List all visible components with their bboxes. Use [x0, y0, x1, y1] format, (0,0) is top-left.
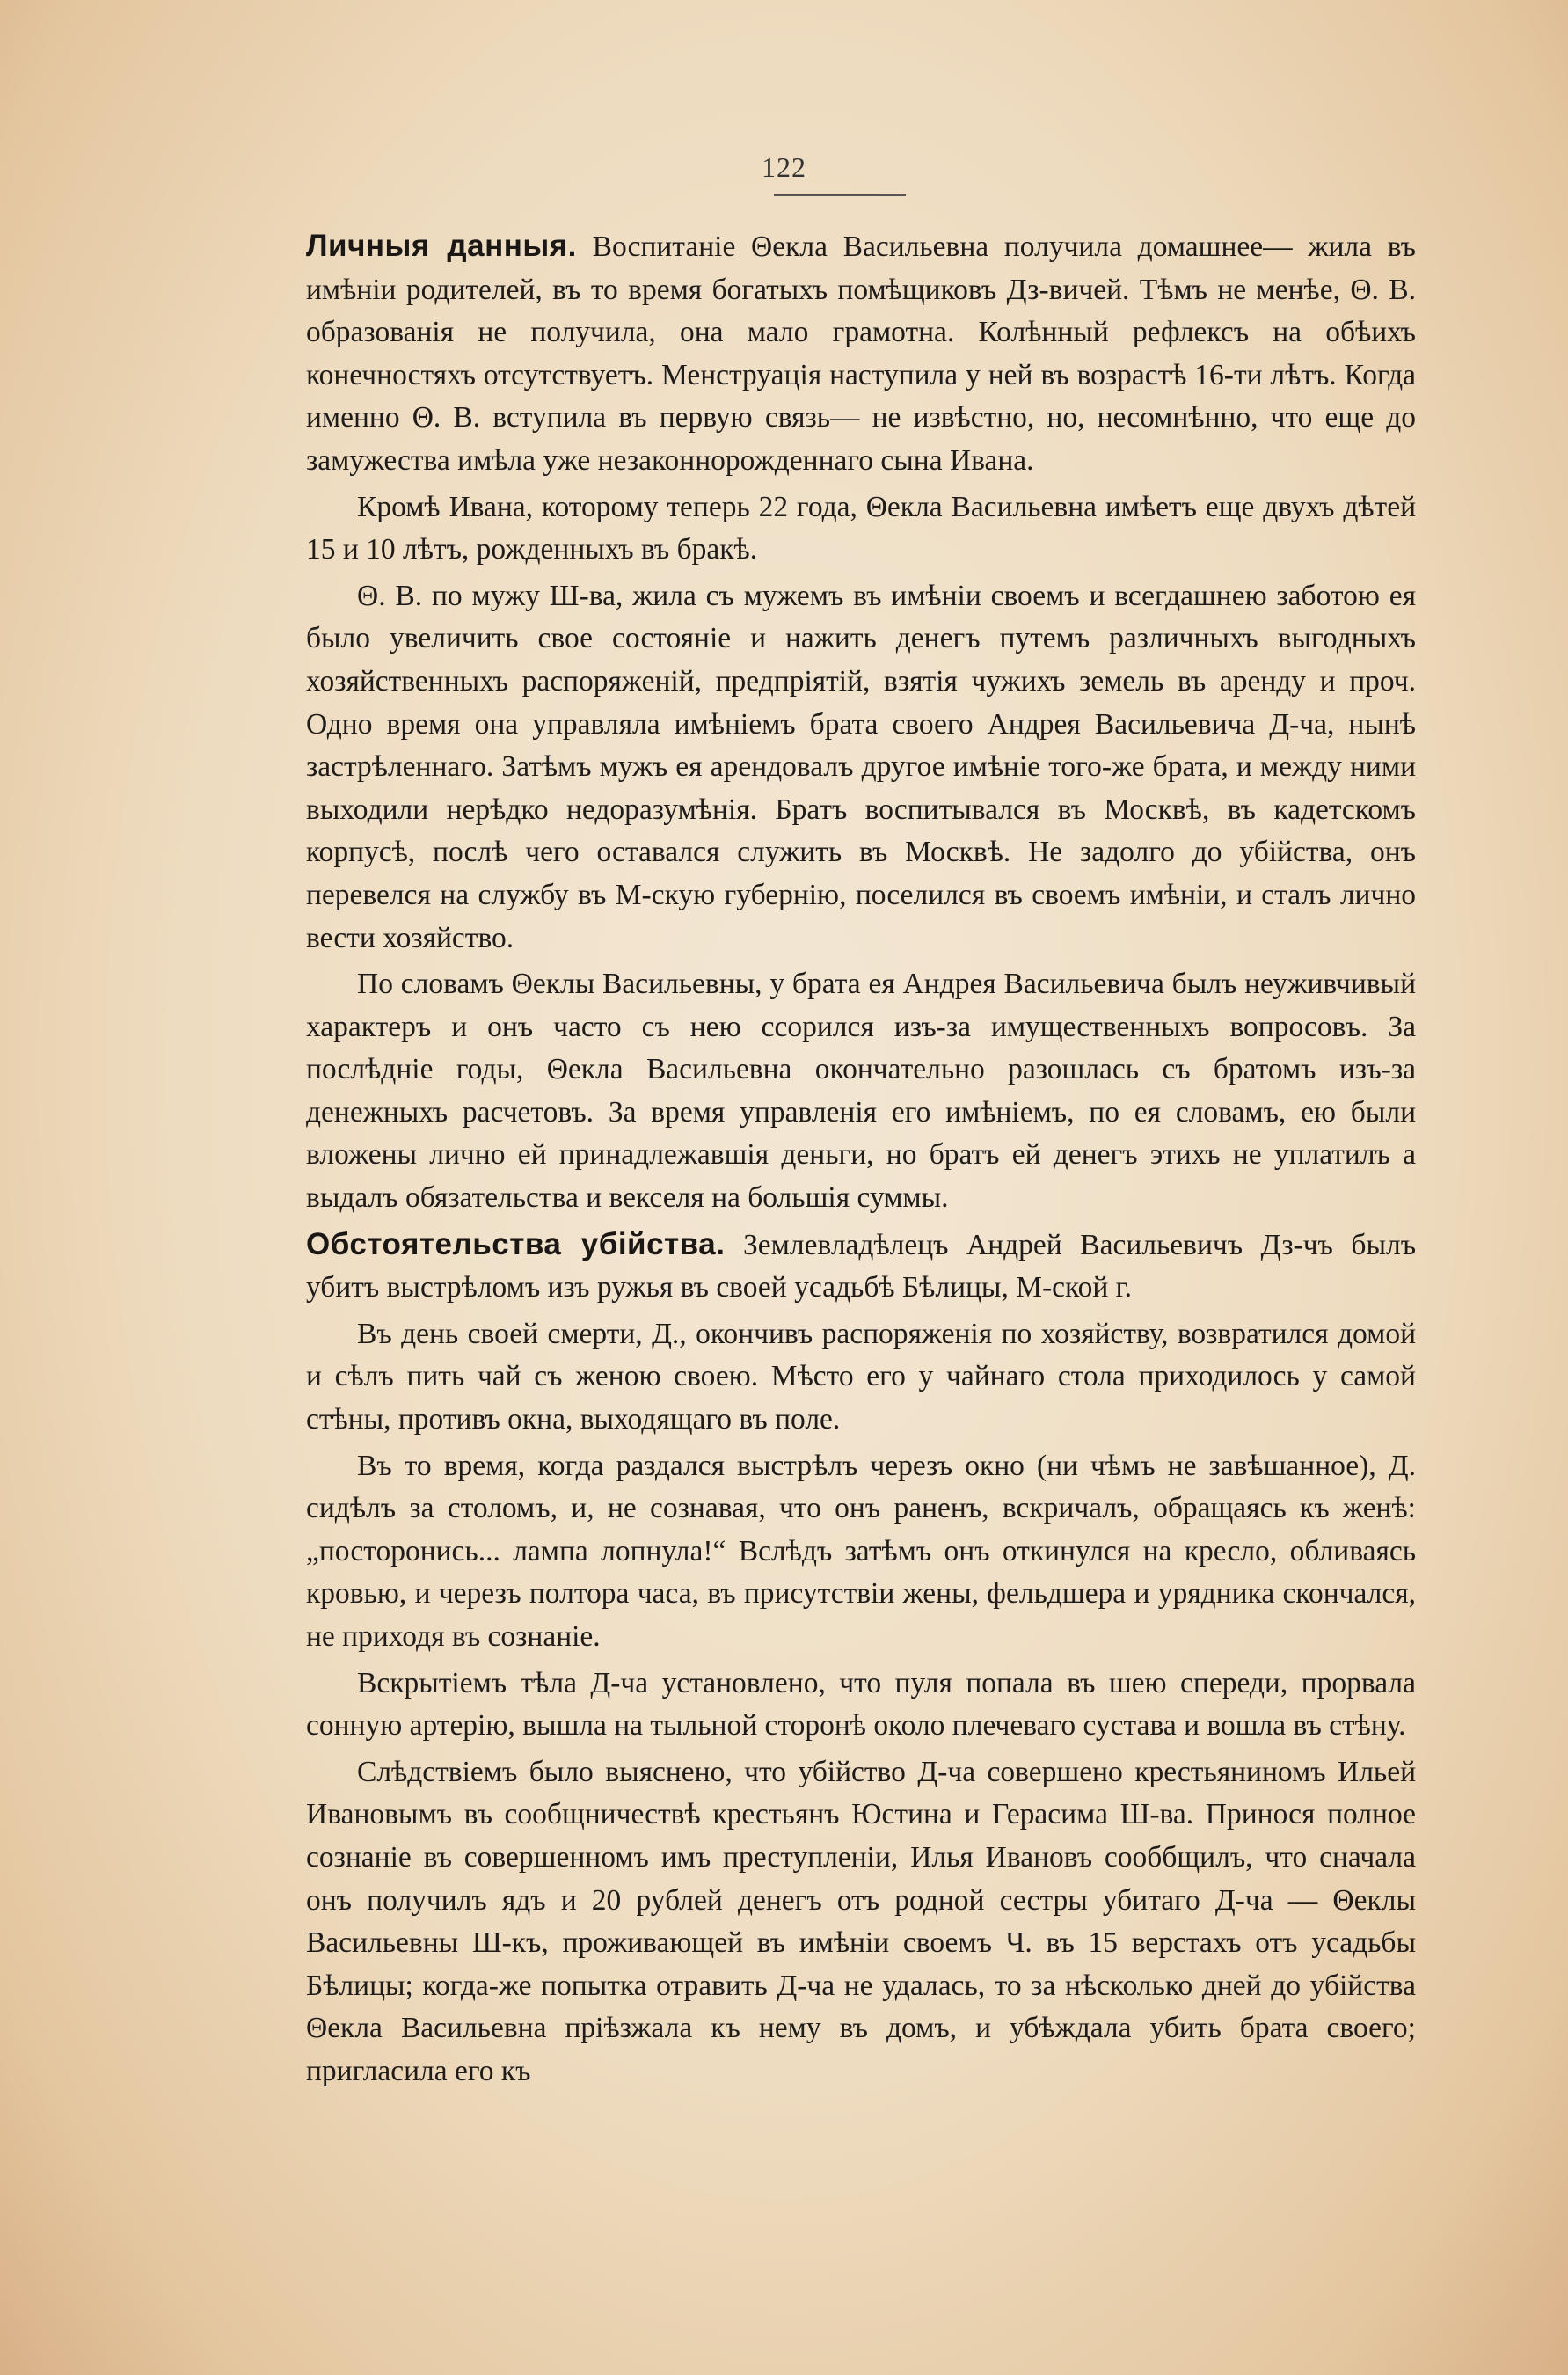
paragraph: Кромѣ Ивана, которому теперь 22 года, Θекла Васильевна имѣетъ еще двухъ дѣтей 15 и 10 лѣтъ, рожденныхъ въ бракѣ. — [306, 490, 1416, 566]
paragraph-text: Воспитаніе Θекла Васильевна получила домашнее— жила въ имѣніи родителей, въ то время богатыхъ помѣщиковъ Дз-вичей. Тѣмъ не менѣе, Θ. В. образованія не получила, она мало грамотна. Колѣнный рефлексъ на обѣихъ конечностяхъ отсутствуетъ. Менструація наступила у ней въ возрастѣ 16-ти лѣтъ. Когда именно Θ. В. вступила въ первую связь— не извѣстно, но, несомнѣнно, что еще до замужества имѣла уже незаконнорожденнаго сына Ивана. — [306, 230, 1417, 477]
paragraph: Въ день своей смерти, Д., окончивъ распоряженія по хозяйству, возвратился домой и сѣлъ пить чай съ женою своею. Мѣсто его у чайнаго стола приходилось у самой стѣны, противъ окна, выходящаго въ поле. — [306, 1317, 1416, 1436]
section-heading-personal-data: Личныя данныя. — [306, 229, 577, 263]
paragraph: Вскрытіемъ тѣла Д-ча установлено, что пуля попала въ шею спереди, прорвала сонную артерію, вышла на тыльной сторонѣ около плечеваго сустава и вошла въ стѣну. — [306, 1666, 1416, 1743]
paragraph-circumstances — [306, 1224, 1416, 1310]
paragraph: По словамъ Θеклы Васильевны, у брата ея Андрея Васильевича былъ неуживчивый характеръ и онъ часто съ нею ссорился изъ-за имущественныхъ вопросовъ. За послѣдніе годы, Θекла Васильевна окончательно разошлась съ братомъ изъ-за денежныхъ расчетовъ. За время управленія его имѣніемъ, по ея словамъ, ею были вложены лично ей принадлежавшія деньги, но братъ ей денегъ этихъ не уплатилъ а выдалъ обязательства и векселя на большія суммы. — [306, 968, 1416, 1215]
section-heading-circumstances: Обстоятельства убійства. — [306, 1226, 726, 1261]
paragraph: Слѣдствіемъ было выяснено, что убійство Д-ча совершено крестьяниномъ Ильей Ивановымъ въ сообщничествѣ крестьянъ Юстина и Герасима Ш-ва. Принося полное сознаніе въ совершенномъ имъ преступленіи, Илья Ивановъ сооббщилъ, что сначала онъ получилъ ядъ и 20 рублей денегъ отъ родной сестры убитаго Д-ча — Θеклы Васильевны Ш-къ, проживающей въ имѣніи своемъ Ч. въ 15 верстахъ отъ усадьбы Бѣлицы; когда-же попытка отравить Д-ча не удалась, то за нѣсколько дней до убійства Θекла Васильевна пріѣзжала къ нему въ домъ, и убѣждала убить брата своего; пригласила его къ — [306, 1755, 1416, 2087]
body-text — [306, 225, 1416, 2097]
paragraph-personal-data — [306, 225, 1416, 483]
paragraph-text: Землевладѣлецъ Андрей Васильевичъ Дз-чъ былъ убитъ выстрѣломъ изъ ружья въ своей усадьбѣ Бѣлицы, М-ской г. — [306, 1228, 1417, 1304]
page-number: 122 — [762, 151, 806, 183]
paragraph: Въ то время, когда раздался выстрѣлъ черезъ окно (ни чѣмъ не завѣшанное), Д. сидѣлъ за столомъ, и, не сознавая, что онъ раненъ, вскричалъ, обращаясь къ женѣ: „посторонись... лампа лопнула!“ Вслѣдъ затѣмъ онъ откинулся на кресло, обливаясь кровью, и черезъ полтора часа, въ присутствіи жены, фельдшера и урядника скончался, не приходя въ сознаніе. — [306, 1449, 1416, 1653]
paragraph: Θ. В. по мужу Ш-ва, жила съ мужемъ въ имѣніи своемъ и всегдашнею заботою ея было увеличить свое состояніе и нажить денегъ путемъ различныхъ выгодныхъ хозяйственныхъ распоряженій, предпріятій, взятія чужихъ земель въ аренду и проч. Одно время она управляла имѣніемъ брата своего Андрея Васильевича Д-ча, нынѣ застрѣленнаго. Затѣмъ мужъ ея арендовалъ другое имѣніе того-же брата, и между ними выходили нерѣдко недоразумѣнія. Братъ воспитывался въ Москвѣ, въ кадетскомъ корпусѣ, послѣ чего оставался служить въ Москвѣ. Не задолго до убійства, онъ перевелся на службу въ М-скую губернію, поселился въ своемъ имѣніи, и сталъ лично вести хозяйство. — [306, 579, 1416, 954]
page-number-rule — [774, 194, 906, 196]
